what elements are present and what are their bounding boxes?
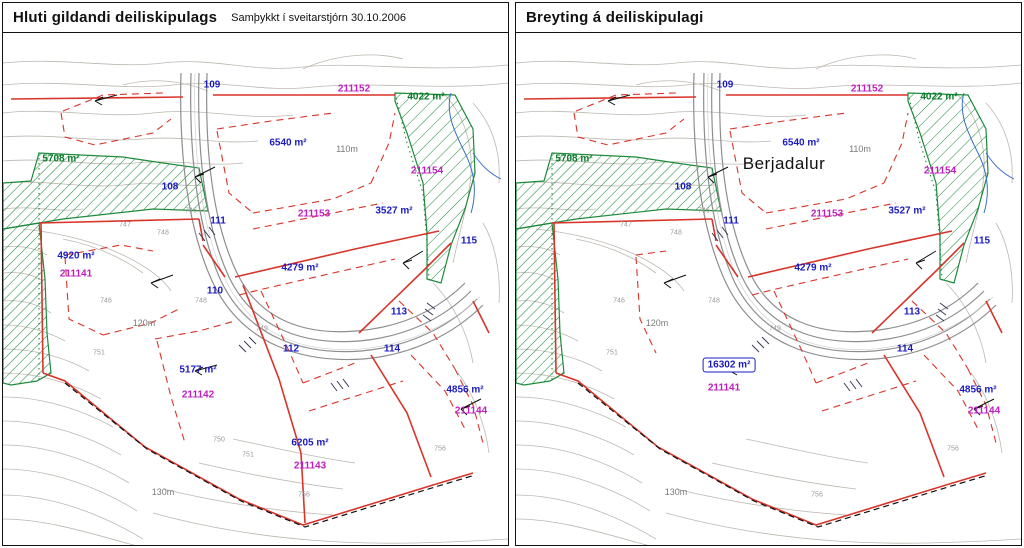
map-label: 211152 [850, 83, 884, 95]
map-label: 108 [674, 181, 692, 193]
map-label: 115 [460, 235, 478, 247]
map-label: 749 [256, 325, 268, 333]
map-label: 3527 m² [375, 205, 413, 217]
map-label: 756 [947, 445, 959, 453]
map-label: 16302 m² [703, 358, 756, 373]
map-label: 211153 [297, 208, 331, 220]
map-label: 211154 [410, 165, 444, 177]
map-label: 211141 [59, 268, 93, 280]
map-label: 120m [645, 318, 669, 328]
map-label: 120m [132, 318, 156, 328]
map-label: 114 [383, 343, 401, 355]
map-label: 750 [213, 436, 225, 444]
map-label: 211154 [923, 165, 957, 177]
map-label: 211144 [967, 405, 1001, 417]
map-label: 6205 m² [291, 437, 329, 449]
map-canvas-right [516, 33, 1021, 545]
map-label: 112 [282, 343, 300, 355]
map-label: 746 [100, 297, 112, 305]
map-label: 4856 m² [959, 384, 997, 396]
map-label: 4022 m² [407, 91, 445, 103]
map-label: 748 [670, 229, 682, 237]
map-label: 109 [716, 79, 734, 91]
panel-title-left: Hluti gildandi deiliskipulags [13, 9, 218, 26]
map-label: 113 [903, 306, 921, 318]
map-label: 751 [93, 349, 105, 357]
map-label: 114 [896, 343, 914, 355]
map-label: 130m [151, 487, 175, 497]
map-label: 110 [206, 285, 224, 297]
map-label: 111 [210, 215, 226, 227]
map-label: 211144 [454, 405, 488, 417]
map-label: 130m [664, 487, 688, 497]
map-label: 751 [242, 451, 254, 459]
map-label: 756 [298, 491, 310, 499]
map-label: 748 [157, 229, 169, 237]
map-label: 747 [119, 221, 131, 229]
map-svg-right [516, 33, 1021, 545]
map-label: 747 [620, 221, 632, 229]
panel-header-left [3, 3, 508, 33]
map-label: 113 [390, 306, 408, 318]
map-label: 748 [195, 297, 207, 305]
map-label: 111 [723, 215, 739, 227]
map-label: 4279 m² [281, 262, 319, 274]
panel-title-right: Breyting á deiliskipulagi [526, 9, 704, 26]
map-label: 4920 m² [57, 250, 95, 262]
map-label: 746 [185, 207, 197, 215]
map-label: 108 [161, 181, 179, 193]
map-label: 6540 m² [269, 137, 307, 149]
map-canvas-left [3, 33, 508, 545]
map-label: 5177 m² [179, 364, 217, 376]
map-label: 109 [203, 79, 221, 91]
map-label: 3527 m² [888, 205, 926, 217]
map-label: 746 [613, 297, 625, 305]
map-label: 211143 [293, 460, 327, 472]
map-label: 211153 [810, 208, 844, 220]
map-label: 748 [708, 297, 720, 305]
map-label: 5708 m² [42, 153, 80, 165]
map-label: 746 [698, 207, 710, 215]
map-label: 4279 m² [794, 262, 832, 274]
panel-subtitle-left: Samþykkt í sveitarstjórn 30.10.2006 [231, 11, 407, 24]
map-svg-left [3, 33, 508, 545]
map-label: 211141 [707, 382, 741, 394]
map-label: 110m [336, 144, 358, 154]
map-label: 749 [769, 325, 781, 333]
map-label: 110m [849, 144, 871, 154]
map-label: 211152 [337, 83, 371, 95]
map-label: 756 [811, 491, 823, 499]
map-label: 4022 m² [920, 91, 958, 103]
panel-amended-plan [515, 2, 1022, 546]
map-label: 6540 m² [782, 137, 820, 149]
map-label: Berjadalur [742, 154, 826, 173]
map-label: 751 [606, 349, 618, 357]
map-label: 5708 m² [555, 153, 593, 165]
map-label: 4856 m² [446, 384, 484, 396]
map-label: 756 [434, 445, 446, 453]
panel-header-right [516, 3, 1021, 33]
panel-existing-plan [2, 2, 509, 546]
map-label: 115 [973, 235, 991, 247]
map-label: 211142 [181, 389, 215, 401]
